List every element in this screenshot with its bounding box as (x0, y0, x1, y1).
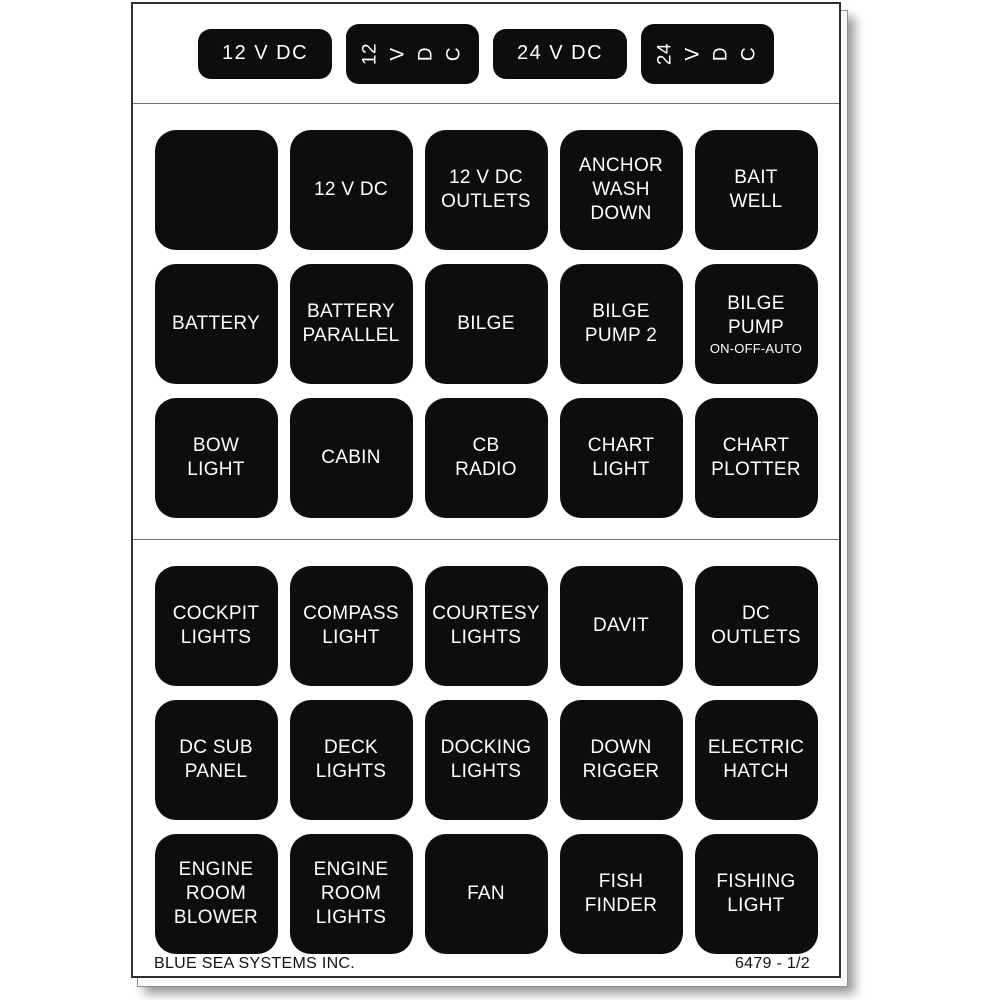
switch-label (695, 700, 818, 820)
switch-label-text: BOW (192, 435, 240, 456)
switch-label (560, 566, 683, 686)
switch-label (155, 264, 278, 384)
switch-label (155, 398, 278, 518)
sheet-footer (133, 955, 839, 973)
switch-label-text: COMPASS (303, 603, 399, 624)
part-number: 6479 - 1/2 (734, 955, 810, 972)
switch-label-text: COCKPIT (172, 603, 260, 624)
switch-label-text: FINDER (584, 895, 658, 916)
rotated-char: D (710, 46, 732, 61)
switch-label-text: BAIT (734, 167, 778, 188)
switch-label (560, 264, 683, 384)
horizontal-text-badge: 24 V DC (493, 29, 627, 79)
switch-label (695, 834, 818, 954)
switch-label-text: FAN (467, 883, 505, 904)
switch-label-text: ENGINE (178, 859, 254, 880)
switch-label-text: BLOWER (173, 907, 259, 928)
switch-label (425, 566, 548, 686)
switch-label-text: BILGE (457, 313, 515, 334)
switch-label (695, 264, 818, 384)
switch-label-text: RIGGER (582, 761, 660, 782)
rotated-char: C (443, 46, 465, 61)
switch-label-text: BILGE (592, 301, 650, 322)
switch-label-text: ELECTRIC (707, 737, 805, 758)
switch-label-text: PLOTTER (711, 459, 801, 480)
switch-label-text: ENGINE (313, 859, 389, 880)
switch-label-text: OUTLETS (711, 627, 801, 648)
switch-label (425, 130, 548, 250)
switch-label (560, 700, 683, 820)
switch-label-text: CHART (587, 435, 655, 456)
switch-label (425, 834, 548, 954)
switch-label-text: ROOM (185, 883, 247, 904)
switch-label-text: ANCHOR (578, 155, 664, 176)
switch-label-text: LIGHT (592, 459, 650, 480)
switch-label (155, 834, 278, 954)
switch-label-text: LIGHTS (315, 907, 387, 928)
rotated-char: C (738, 46, 760, 61)
switch-label (155, 700, 278, 820)
switch-label (560, 130, 683, 250)
switch-label-text: DECK (324, 737, 378, 758)
switch-label-text: LIGHT (187, 459, 245, 480)
switch-label-text: FISH (598, 871, 644, 892)
switch-label-text: BATTERY (172, 313, 260, 334)
switch-label-text: LIGHT (322, 627, 380, 648)
top-strip-section (133, 4, 839, 104)
switch-label-text: 12 V DC (314, 179, 388, 200)
bottom-label-grid (133, 541, 839, 980)
switch-label-text: WASH (592, 179, 650, 200)
rotated-char: V (682, 46, 704, 61)
switch-label-text: PUMP (727, 316, 785, 338)
switch-label-text: DC (741, 603, 771, 624)
switch-label-text: OUTLETS (441, 191, 531, 212)
switch-label (560, 398, 683, 518)
switch-label-blank (155, 130, 278, 250)
switch-label (290, 264, 413, 384)
switch-label-text: 12 V DC (449, 167, 523, 188)
rotated-char: V (387, 46, 409, 61)
rotated-char: 12 (359, 42, 381, 65)
switch-label-text: DOWN (590, 203, 652, 224)
switch-label-text: HATCH (723, 761, 789, 782)
switch-label-text: DAVIT (592, 615, 650, 636)
switch-label (290, 566, 413, 686)
switch-label-text: CB (472, 435, 500, 456)
switch-label-text: LIGHT (727, 895, 785, 916)
switch-label-text: BATTERY (307, 301, 395, 322)
switch-label (290, 700, 413, 820)
switch-label-text: LIGHTS (315, 761, 387, 782)
vertical-text-badge (346, 24, 479, 84)
switch-label-text: PUMP 2 (584, 325, 658, 346)
switch-label-text: WELL (729, 191, 783, 212)
switch-label-text: PARALLEL (302, 325, 400, 346)
switch-label-text: LIGHTS (450, 761, 522, 782)
switch-label (695, 130, 818, 250)
switch-label-text: LIGHTS (180, 627, 252, 648)
switch-label (155, 566, 278, 686)
switch-label (425, 398, 548, 518)
rotated-char: 24 (654, 42, 676, 65)
switch-label-text: BILGE (727, 292, 785, 314)
switch-label-text: ROOM (320, 883, 382, 904)
horizontal-text-badge: 12 V DC (198, 29, 332, 79)
middle-label-grid (133, 105, 839, 540)
switch-label-text: PANEL (184, 761, 248, 782)
switch-label (425, 264, 548, 384)
switch-label-text: CABIN (321, 447, 381, 468)
switch-label-text: DOWN (590, 737, 652, 758)
switch-label-text: DOCKING (440, 737, 532, 758)
switch-label-text: FISHING (716, 871, 796, 892)
switch-label-text: RADIO (455, 459, 517, 480)
rotated-char: D (415, 46, 437, 61)
switch-label (290, 130, 413, 250)
switch-label-text: DC SUB (179, 737, 253, 758)
switch-label-text: LIGHTS (450, 627, 522, 648)
switch-label (695, 398, 818, 518)
switch-label (695, 566, 818, 686)
label-sheet (131, 2, 841, 978)
switch-label (290, 834, 413, 954)
switch-label-subtext: ON-OFF-AUTO (709, 340, 803, 356)
switch-label-text: COURTESY (432, 603, 540, 624)
switch-label (425, 700, 548, 820)
switch-label (290, 398, 413, 518)
vertical-text-badge (641, 24, 774, 84)
switch-label-text: CHART (722, 435, 790, 456)
switch-label (560, 834, 683, 954)
company-name: BLUE SEA SYSTEMS INC. (154, 955, 356, 972)
